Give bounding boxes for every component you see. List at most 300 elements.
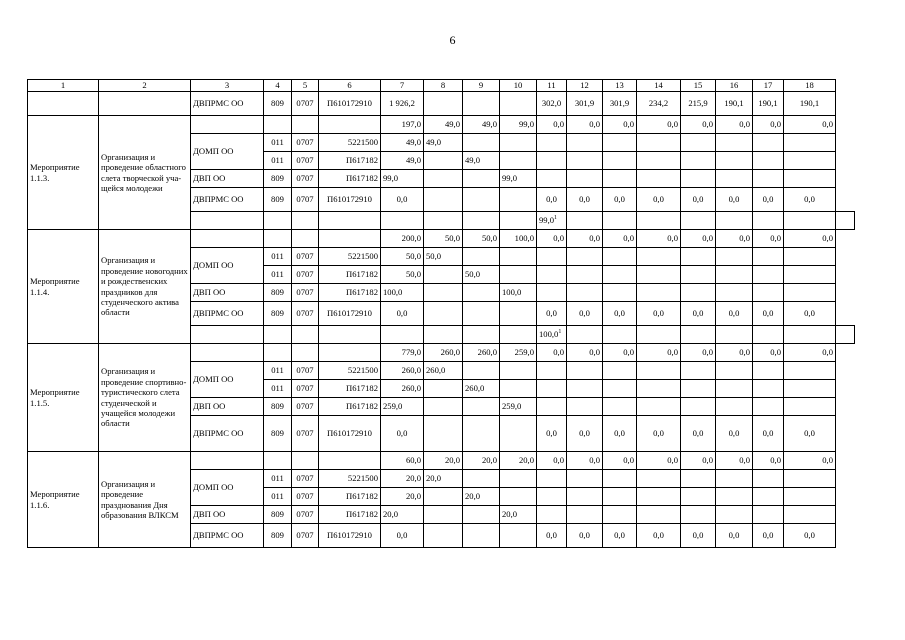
cell: 190,1: [784, 92, 836, 116]
budget-table: [27, 79, 855, 548]
cell: [753, 470, 784, 488]
cell: [681, 398, 716, 416]
cell: [716, 380, 753, 398]
total-value: 0,0: [637, 230, 681, 248]
cell: 011: [264, 248, 292, 266]
cell: [292, 230, 319, 248]
cell: [381, 326, 424, 344]
fund-cell: ДВП ОО: [191, 170, 264, 188]
total-value: 0,0: [681, 344, 716, 362]
cell: 20,0: [381, 506, 424, 524]
cell: 0707: [292, 470, 319, 488]
cell: [753, 362, 784, 380]
measure-total-row: [28, 452, 855, 470]
cell: [784, 380, 836, 398]
cell: 0707: [292, 284, 319, 302]
cell: 011: [264, 152, 292, 170]
col-header: 16: [716, 80, 753, 92]
total-value: 0,0: [784, 344, 836, 362]
cell: 809: [264, 302, 292, 326]
cell: 0,0: [784, 188, 836, 212]
cell: 0,0: [681, 524, 716, 548]
cell: [753, 266, 784, 284]
cell: 0,0: [716, 416, 753, 452]
cell: [603, 326, 637, 344]
total-value: 49,0: [463, 116, 500, 134]
total-value: 20,0: [424, 452, 463, 470]
cell: [500, 188, 537, 212]
cell: 0,0: [716, 302, 753, 326]
total-value: 100,0: [500, 230, 537, 248]
total-value: 50,0: [424, 230, 463, 248]
cell: 011: [264, 362, 292, 380]
fund-cell: ДОМП ОО: [191, 362, 264, 398]
cell: 190,1: [716, 92, 753, 116]
cell: [836, 212, 855, 230]
total-value: 200,0: [381, 230, 424, 248]
cell: 260,0: [463, 380, 500, 398]
cell: [716, 248, 753, 266]
cell: [784, 362, 836, 380]
cell: [603, 170, 637, 188]
cell: 0,0: [537, 188, 567, 212]
cell: [500, 248, 537, 266]
cell: [463, 326, 500, 344]
cell: 50,0: [463, 266, 500, 284]
cell: [264, 116, 292, 134]
cell: [753, 380, 784, 398]
cell: [500, 416, 537, 452]
cell: [424, 524, 463, 548]
cell: 0,0: [716, 188, 753, 212]
cell: [424, 266, 463, 284]
cell: 0707: [292, 524, 319, 548]
total-value: 0,0: [603, 452, 637, 470]
total-value: 20,0: [500, 452, 537, 470]
fund-cell: ДВП ОО: [191, 398, 264, 416]
cell: 5221500: [319, 134, 381, 152]
fund-cell: ДВПРМС ОО: [191, 302, 264, 326]
cell: [637, 326, 681, 344]
cell: 302,0: [537, 92, 567, 116]
cell: 215,9: [681, 92, 716, 116]
cell: 0,0: [537, 416, 567, 452]
measure-description: Организация и проведение празднования Дня образования ВЛКСМ: [99, 452, 191, 548]
cell: [500, 488, 537, 506]
cell: [637, 284, 681, 302]
cell: [319, 344, 381, 362]
cell: [637, 266, 681, 284]
cell: [567, 398, 603, 416]
page-number: 6: [449, 33, 456, 47]
cell: [537, 284, 567, 302]
col-header: 9: [463, 80, 500, 92]
col-header: 3: [191, 80, 264, 92]
total-value: 0,0: [716, 344, 753, 362]
cell: 0707: [292, 362, 319, 380]
cell: [681, 362, 716, 380]
cell: [603, 212, 637, 230]
cell: [500, 326, 537, 344]
cell: [537, 362, 567, 380]
cell: [784, 152, 836, 170]
cell: [191, 326, 264, 344]
cell: [603, 506, 637, 524]
cell: 011: [264, 266, 292, 284]
measure-cell: Мероприятие 1.1.6.: [28, 452, 99, 548]
cell: 0,0: [784, 302, 836, 326]
cell: [319, 326, 381, 344]
cell: [319, 116, 381, 134]
total-value: 0,0: [637, 452, 681, 470]
total-value: 0,0: [603, 344, 637, 362]
measure-total-row: [28, 344, 855, 362]
total-value: 0,0: [567, 452, 603, 470]
cell: 0,0: [753, 188, 784, 212]
cell: П610172910: [319, 416, 381, 452]
cell: 5221500: [319, 248, 381, 266]
total-value: 0,0: [753, 344, 784, 362]
total-value: 259,0: [500, 344, 537, 362]
cell: [784, 488, 836, 506]
total-value: 0,0: [681, 116, 716, 134]
cell: П617182: [319, 284, 381, 302]
cell: 49,0: [381, 134, 424, 152]
cell: [537, 152, 567, 170]
col-header: 17: [753, 80, 784, 92]
cell: 0,0: [381, 188, 424, 212]
cell: [716, 506, 753, 524]
cell: [463, 302, 500, 326]
cell: [637, 134, 681, 152]
cell: 0707: [292, 152, 319, 170]
total-value: 0,0: [753, 452, 784, 470]
cell: [191, 344, 264, 362]
table-body: [28, 80, 855, 548]
cell: 50,0: [381, 266, 424, 284]
cell: [424, 416, 463, 452]
cell: [292, 326, 319, 344]
cell: [753, 398, 784, 416]
total-value: 0,0: [681, 230, 716, 248]
cell: [681, 170, 716, 188]
total-value: 0,0: [567, 230, 603, 248]
fund-cell: ДВПРМС ОО: [191, 524, 264, 548]
cell: 5221500: [319, 470, 381, 488]
cell: 260,0: [381, 380, 424, 398]
total-value: 50,0: [463, 230, 500, 248]
cell: [603, 362, 637, 380]
cell: [463, 398, 500, 416]
cell: 809: [264, 506, 292, 524]
footnote-cell: [537, 212, 567, 230]
cell: [567, 152, 603, 170]
cell: [637, 470, 681, 488]
total-value: 0,0: [537, 116, 567, 134]
cell: [567, 488, 603, 506]
cell: 100,0: [381, 284, 424, 302]
cell: [716, 284, 753, 302]
fund-cell: ДОМП ОО: [191, 248, 264, 284]
total-value: 0,0: [537, 452, 567, 470]
cell: 20,0: [381, 470, 424, 488]
cell: П610172910: [319, 92, 381, 116]
total-value: 0,0: [716, 230, 753, 248]
col-header: 5: [292, 80, 319, 92]
fund-cell: ДВПРМС ОО: [191, 188, 264, 212]
cell: 259,0: [381, 398, 424, 416]
cell: 1 926,2: [381, 92, 424, 116]
cell: [681, 470, 716, 488]
cell: П610172910: [319, 188, 381, 212]
cell: 0,0: [603, 524, 637, 548]
cell: [753, 212, 784, 230]
cell: 809: [264, 398, 292, 416]
cell: 190,1: [753, 92, 784, 116]
cell: [681, 284, 716, 302]
total-value: 0,0: [603, 116, 637, 134]
cell: [500, 92, 537, 116]
cell: 0,0: [567, 416, 603, 452]
cell: [784, 266, 836, 284]
cell: [319, 230, 381, 248]
cell: П617182: [319, 266, 381, 284]
col-header: 15: [681, 80, 716, 92]
cell: [264, 452, 292, 470]
cell: 809: [264, 524, 292, 548]
cell: [500, 524, 537, 548]
col-header: 14: [637, 80, 681, 92]
cell: 0,0: [567, 188, 603, 212]
cell: [537, 170, 567, 188]
cell: [537, 398, 567, 416]
cell: [424, 170, 463, 188]
cell: 0,0: [753, 302, 784, 326]
cell: [567, 470, 603, 488]
cell: [681, 488, 716, 506]
cell: 0,0: [681, 302, 716, 326]
cell: [424, 212, 463, 230]
header-row: [28, 80, 855, 92]
cell: 0,0: [537, 302, 567, 326]
cell: [381, 212, 424, 230]
cell: 011: [264, 470, 292, 488]
cell: [603, 398, 637, 416]
cell: [753, 506, 784, 524]
cell: [424, 380, 463, 398]
cell: [292, 452, 319, 470]
cell: [681, 506, 716, 524]
cell: [567, 362, 603, 380]
total-value: 779,0: [381, 344, 424, 362]
cell: 011: [264, 488, 292, 506]
cell: 99,0: [381, 170, 424, 188]
cell: 0707: [292, 248, 319, 266]
cell: [637, 212, 681, 230]
total-value: 0,0: [603, 230, 637, 248]
cell: 809: [264, 188, 292, 212]
cell: [681, 248, 716, 266]
footnote-value: 100,0: [539, 329, 559, 340]
cell: [716, 398, 753, 416]
cell: 301,9: [603, 92, 637, 116]
cell: [716, 326, 753, 344]
cell: 0707: [292, 188, 319, 212]
cell: 0,0: [567, 302, 603, 326]
cell: [603, 152, 637, 170]
col-header: 1: [28, 80, 99, 92]
cell: [500, 152, 537, 170]
cell: [463, 134, 500, 152]
cell: 0707: [292, 380, 319, 398]
fund-cell: ДВП ОО: [191, 284, 264, 302]
total-value: 197,0: [381, 116, 424, 134]
cell: [424, 398, 463, 416]
cell: [463, 362, 500, 380]
cell: [716, 266, 753, 284]
measure-total-row: [28, 230, 855, 248]
total-value: 0,0: [567, 116, 603, 134]
cell: П610172910: [319, 302, 381, 326]
cell: 0707: [292, 266, 319, 284]
cell: [500, 302, 537, 326]
cell: 49,0: [463, 152, 500, 170]
total-value: 20,0: [463, 452, 500, 470]
cell: [603, 380, 637, 398]
cell: 0,0: [603, 416, 637, 452]
cell: [753, 134, 784, 152]
cell: [500, 212, 537, 230]
cell: [716, 212, 753, 230]
cell: [603, 284, 637, 302]
cell: [603, 266, 637, 284]
cell: [537, 506, 567, 524]
cell: [424, 188, 463, 212]
cell: 0707: [292, 302, 319, 326]
col-header: 10: [500, 80, 537, 92]
cell: [681, 152, 716, 170]
cell: [637, 398, 681, 416]
cell: 0707: [292, 170, 319, 188]
footnote-cell: [537, 326, 567, 344]
cell: [537, 134, 567, 152]
footnote-value: 99,0: [539, 215, 555, 226]
cell: [716, 362, 753, 380]
total-value: 0,0: [567, 344, 603, 362]
cell: [567, 326, 603, 344]
cell: [716, 470, 753, 488]
cell: 301,9: [567, 92, 603, 116]
cell: [567, 248, 603, 266]
cell: 100,0: [500, 284, 537, 302]
cell: [463, 188, 500, 212]
cell: 0,0: [537, 524, 567, 548]
cell: 0,0: [637, 302, 681, 326]
cell: [716, 170, 753, 188]
cell: 5221500: [319, 362, 381, 380]
cell: [681, 380, 716, 398]
cell: 0,0: [681, 188, 716, 212]
top-row: [28, 92, 855, 116]
cell: [264, 326, 292, 344]
cell: 0707: [292, 506, 319, 524]
cell: [784, 134, 836, 152]
cell: 0,0: [603, 302, 637, 326]
total-value: 0,0: [753, 116, 784, 134]
total-value: 0,0: [716, 116, 753, 134]
total-value: 0,0: [716, 452, 753, 470]
cell: [537, 470, 567, 488]
cell: [191, 452, 264, 470]
measure-description: Организация и проведение спортивно-туристического слета студенческой и учащейся молодежи области: [99, 344, 191, 452]
cell: 259,0: [500, 398, 537, 416]
cell: [500, 362, 537, 380]
cell: 011: [264, 134, 292, 152]
cell: 809: [264, 284, 292, 302]
cell: [424, 92, 463, 116]
col-header: 4: [264, 80, 292, 92]
cell: [500, 470, 537, 488]
cell: 0,0: [716, 524, 753, 548]
total-value: 0,0: [537, 344, 567, 362]
cell: 234,2: [637, 92, 681, 116]
cell: [500, 266, 537, 284]
cell: [637, 170, 681, 188]
cell: [637, 152, 681, 170]
cell: [500, 380, 537, 398]
cell: [319, 452, 381, 470]
cell: 99,0: [500, 170, 537, 188]
total-value: 0,0: [637, 116, 681, 134]
cell: 0,0: [681, 416, 716, 452]
fund-cell: ДОМП ОО: [191, 470, 264, 506]
cell: 011: [264, 380, 292, 398]
cell: [424, 302, 463, 326]
cell: [784, 470, 836, 488]
cell: 0,0: [567, 524, 603, 548]
footnote-mark: 1: [554, 215, 558, 222]
cell: [537, 488, 567, 506]
col-header: 13: [603, 80, 637, 92]
cell: [463, 92, 500, 116]
fund-cell: ДОМП ОО: [191, 134, 264, 170]
cell: П617182: [319, 152, 381, 170]
cell: [637, 362, 681, 380]
cell: [753, 248, 784, 266]
cell: [463, 416, 500, 452]
col-header: 11: [537, 80, 567, 92]
cell: [264, 212, 292, 230]
cell: 50,0: [381, 248, 424, 266]
cell: 20,0: [381, 488, 424, 506]
cell: [681, 266, 716, 284]
cell: 0,0: [381, 416, 424, 452]
cell: [603, 248, 637, 266]
cell: [292, 212, 319, 230]
cell: [637, 488, 681, 506]
cell: 50,0: [424, 248, 463, 266]
cell: [753, 284, 784, 302]
total-value: 0,0: [637, 344, 681, 362]
col-header: 8: [424, 80, 463, 92]
cell: [567, 212, 603, 230]
cell: П617182: [319, 398, 381, 416]
cell: 0,0: [784, 524, 836, 548]
cell: [537, 248, 567, 266]
footnote-mark: 1: [558, 329, 562, 336]
cell: [537, 266, 567, 284]
cell: [716, 134, 753, 152]
